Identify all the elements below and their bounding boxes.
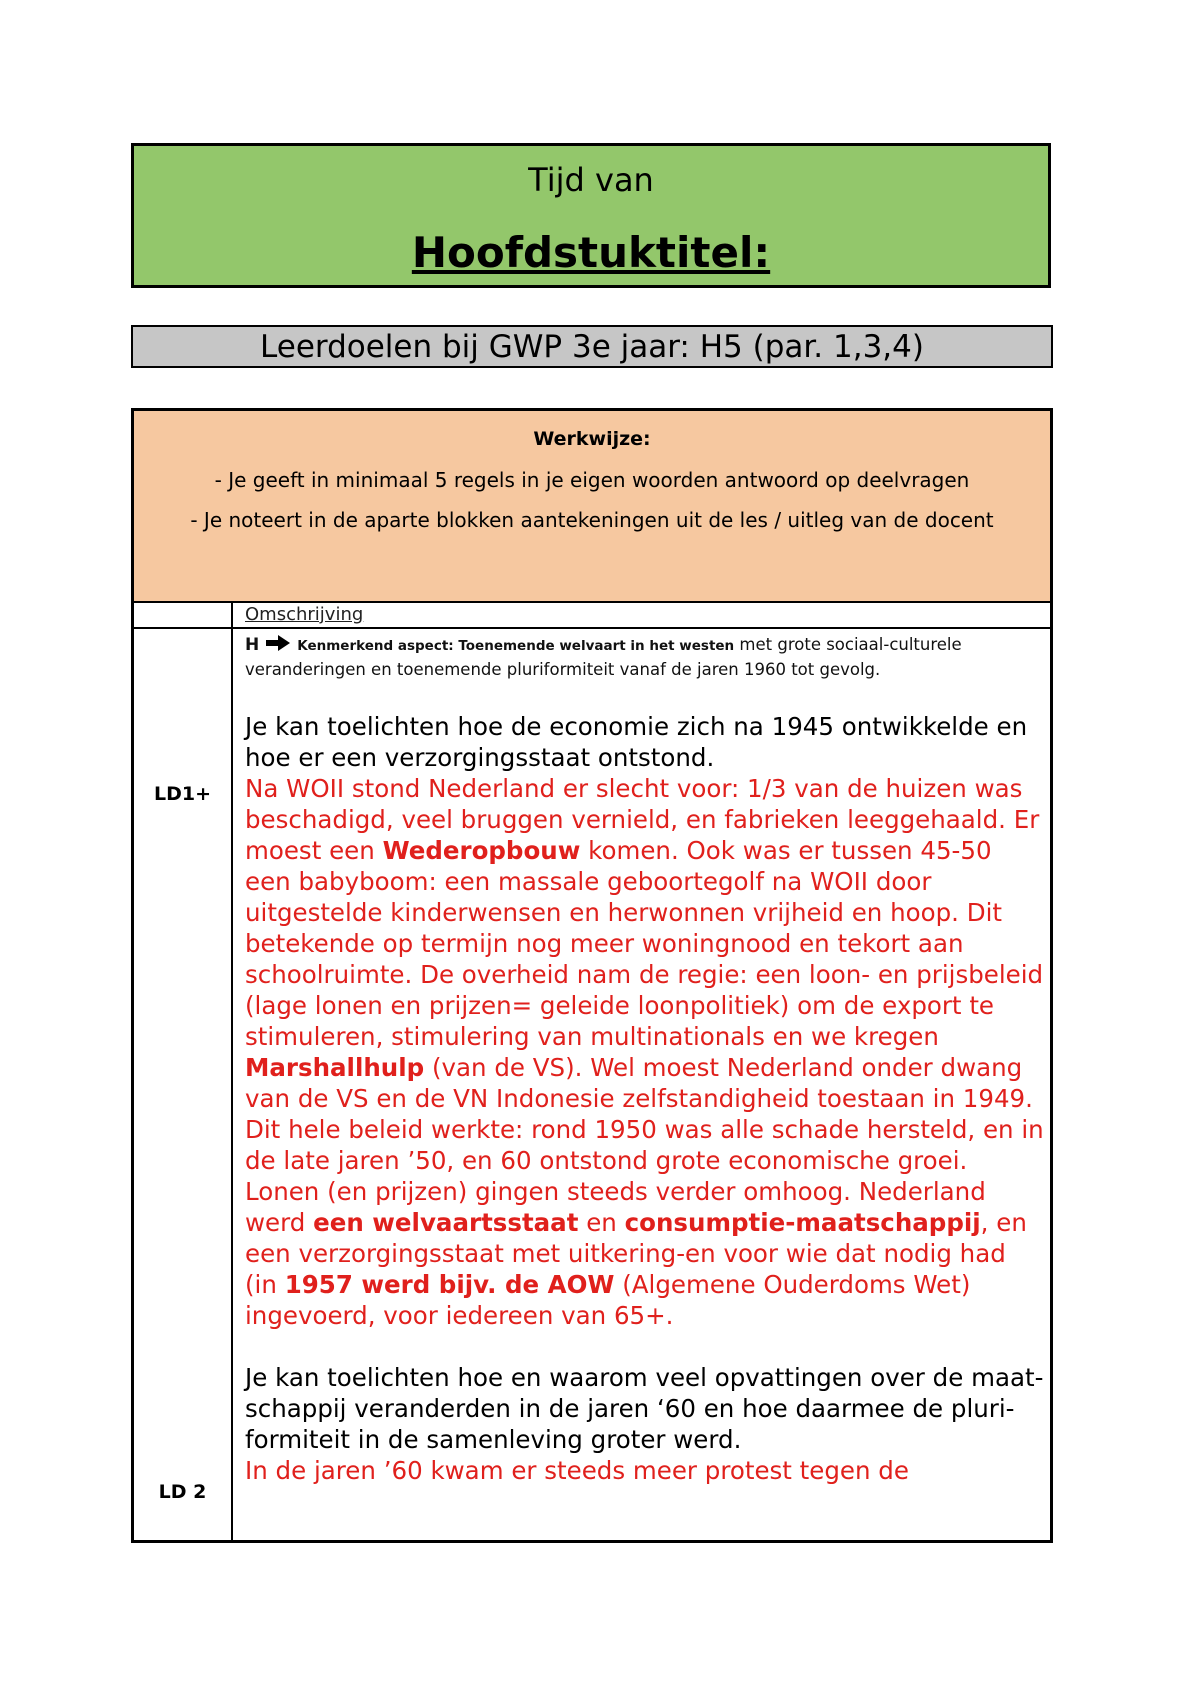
ld1-answer [245, 773, 1045, 1331]
ld1-answer-part: , en een verzorgingsstaat met uitkering-en voor wie dat nodig had (in [245, 1208, 1027, 1299]
learning-goals-table [131, 408, 1053, 1543]
ld1-answer-part: Na WOII stond Nederland er slecht voor: 1/3 van de huizen was beschadigd, veel bruggen vernield, en fabrieken leeggehaald. Er moest een [245, 774, 1040, 865]
chapter-title-box [131, 143, 1051, 288]
ld1-answer-part: (van de VS). Wel moest Nederland onder dwang van de VS en de VN Indonesie zelfstandigheid toestaan in 1949. Dit hele beleid werkte: rond 1950 was alle schade hersteld, en in de late jaren ’50, en 60 ontstond grote economische groei. Lonen (en prijzen) gingen steeds verder omhoog. Nederland werd [245, 1053, 1044, 1237]
column-divider [231, 601, 233, 1540]
ld2-label: LD 2 [158, 1481, 207, 1503]
ld1-answer-part: (Algemene Ouderdoms Wet) ingevoerd, voor iedereen van 65+. [245, 1270, 971, 1330]
era-label: Tijd van [528, 161, 654, 199]
werkwijze-title: Werkwijze: [533, 428, 651, 450]
ld1-keyword-aow: 1957 werd bijv. de AOW [284, 1270, 615, 1299]
ld1-keyword-welvaartsstaat: een welvaartsstaat [313, 1208, 579, 1237]
ld1-goal: Je kan toelichten hoe de economie zich na 1945 ontwikkelde en hoe er een verzorgingsstaat ontstond. [245, 712, 1028, 772]
ld1-keyword-wederopbouw: Wederopbouw [382, 836, 581, 865]
ld1-answer-part: komen. Ook was er tussen 45-50 een babyboom: een massale geboortegolf na WOII door uitgestelde kinderwensen en herwonnen vrijheid en hoop. Dit betekende op termijn nog meer woningnood en tekort aan schoolruimte. De overheid nam de regie: een loon- en prijsbeleid (lage lonen en prijzen= geleide loonpolitiek) om de export te stimuleren, stimulering van multinationals en we kregen [245, 836, 1044, 1051]
werkwijze-block [134, 411, 1050, 603]
ld1-answer-part: en [578, 1208, 625, 1237]
description-cell [245, 633, 1045, 1486]
learning-goals-header: Leerdoelen bij GWP 3e jaar: H5 (par. 1,3,4) [131, 325, 1053, 368]
ld1-keyword-marshallhulp: Marshallhulp [245, 1053, 425, 1082]
column-header-omschrijving: Omschrijving [245, 604, 364, 625]
kenmerkend-aspect [245, 633, 1045, 681]
ld2-answer: In de jaren ’60 kwam er steeds meer protest tegen de [245, 1456, 909, 1485]
ld2-goal: Je kan toelichten hoe en waarom veel opvattingen over de maat-schappij veranderden in de jaren ‘60 en hoe daarmee de pluri-formiteit in de samenleving groter werd. [245, 1363, 1044, 1454]
kenmerkend-aspect-text: met grote sociaal-culturele veranderingen en toenemende pluriformiteit vanaf de jaren 1960 tot gevolg. [245, 635, 962, 679]
arrow-right-icon [265, 634, 291, 658]
chapter-title: Hoofdstuktitel: [411, 228, 771, 277]
kenmerkend-aspect-title: Kenmerkend aspect: Toenemende welvaart in het westen [297, 638, 735, 654]
ld1-label: LD1+ [153, 783, 212, 805]
werkwijze-instruction-1: - Je geeft in minimaal 5 regels in je eigen woorden antwoord op deelvragen [214, 468, 970, 492]
werkwijze-instruction-2: - Je noteert in de aparte blokken aantekeningen uit de les / uitleg van de docent [190, 508, 994, 532]
h-marker: H [245, 635, 260, 655]
ld1-keyword-consumptie: consumptie-maatschappij [624, 1208, 981, 1237]
